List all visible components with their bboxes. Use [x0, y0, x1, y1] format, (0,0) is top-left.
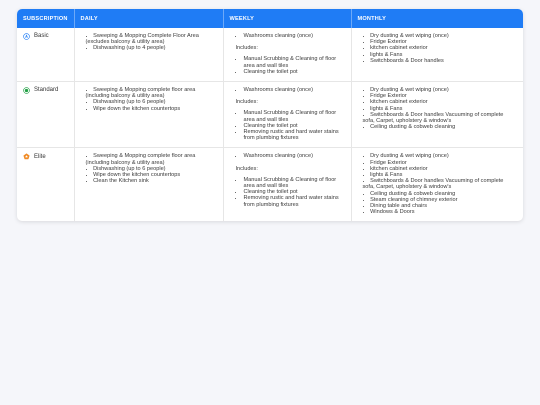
- list-item: • Sweeping & Mopping complete floor area (including balcony & utility area): [86, 87, 217, 99]
- pentagon-star-icon: [23, 153, 30, 160]
- list-item: • Steam cleaning of chimney exterior: [363, 197, 518, 203]
- list-item: • Manual Scrubbing & Cleaning of floor area and wall tiles: [244, 110, 345, 122]
- list-item: • Fridge Exterior: [363, 93, 518, 99]
- list-item: • Fridge Exterior: [363, 39, 518, 45]
- list-item: • Manual Scrubbing & Cleaning of floor area and wall tiles: [244, 56, 345, 68]
- plan-label: [23, 87, 68, 94]
- table-row-standard: [17, 82, 523, 148]
- monthly-list: [358, 33, 518, 64]
- monthly-cell: [351, 82, 523, 148]
- list-item: • Dining table and chairs: [363, 203, 518, 209]
- daily-cell: [74, 28, 223, 82]
- plan-label: [23, 153, 68, 160]
- header-monthly: MONTHLY: [351, 9, 523, 28]
- list-item: • Washrooms cleaning (once): [244, 33, 345, 39]
- weekly-includes-label: Includes:: [235, 45, 258, 52]
- weekly-list: [230, 177, 345, 208]
- list-item: • Dishwashing (up to 6 people): [86, 166, 217, 172]
- circle-a-icon: [23, 33, 30, 40]
- list-item: • Ceiling dusting & cobweb cleaning: [363, 191, 518, 197]
- list-item: • Sweeping & Mopping complete floor area (including balcony & utility area): [86, 153, 217, 165]
- header-subscription: SUBSCRIPTION: [17, 9, 74, 28]
- list-item: • kitchen cabinet exterior: [363, 99, 518, 105]
- list-item: • Dry dusting & wet wiping (once): [363, 87, 518, 93]
- subscription-table: [17, 9, 523, 221]
- weekly-list: [230, 110, 345, 141]
- list-item: • Dishwashing (up to 6 people): [86, 99, 217, 105]
- list-item: • Windows & Doors: [363, 209, 518, 215]
- subscription-table-card: [17, 9, 523, 221]
- list-item: • Ceiling dusting & cobweb cleaning: [363, 124, 518, 130]
- header-weekly: WEEKLY: [223, 9, 351, 28]
- list-item: • Switchboards & Door handles Vacuuming of complete sofa, Carpet, upholstery & window's: [363, 112, 518, 124]
- list-item: • Sweeping & Mopping Complete Floor Area (excludes balcony & utility area): [86, 33, 217, 45]
- list-item: • Manual Scrubbing & Cleaning of floor area and wall tiles: [244, 177, 345, 189]
- list-item: • lights & Fans: [363, 106, 518, 112]
- list-item: • Wipe down the kitchen countertops: [86, 172, 217, 178]
- daily-list: [81, 87, 217, 112]
- list-item: • Cleaning the toilet pot: [244, 123, 345, 129]
- header-daily: DAILY: [74, 9, 223, 28]
- plan-label: [23, 33, 68, 40]
- plan-cell: [17, 148, 74, 222]
- monthly-list: [358, 153, 518, 215]
- weekly-includes-label: Includes:: [235, 165, 258, 172]
- table-row-basic: [17, 28, 523, 82]
- weekly-cell: [223, 28, 351, 82]
- list-item: • lights & Fans: [363, 172, 518, 178]
- list-item: • Removing rustic and hard water stains from plumbing fixtures: [244, 129, 345, 141]
- list-item: • Dry dusting & wet wiping (once): [363, 33, 518, 39]
- list-item: • Washrooms cleaning (once): [244, 87, 345, 93]
- table-row-elite: [17, 148, 523, 222]
- list-item: • Cleaning the toilet pot: [244, 189, 345, 195]
- weekly-top-list: [230, 33, 345, 39]
- list-item: • Washrooms cleaning (once): [244, 153, 345, 159]
- list-item: • kitchen cabinet exterior: [363, 166, 518, 172]
- list-item: • Fridge Exterior: [363, 160, 518, 166]
- monthly-cell: [351, 148, 523, 222]
- weekly-list: [230, 56, 345, 75]
- weekly-cell: [223, 148, 351, 222]
- table-header-row: [17, 9, 523, 28]
- list-item: • Cleaning the toilet pot: [244, 69, 345, 75]
- monthly-list: [358, 87, 518, 130]
- daily-list: [81, 153, 217, 184]
- list-item: • Removing rustic and hard water stains from plumbing fixtures: [244, 195, 345, 207]
- plan-cell: [17, 82, 74, 148]
- plan-name: Elite: [34, 153, 46, 160]
- daily-cell: [74, 148, 223, 222]
- list-item: • Switchboards & Door handles Vacuuming of complete sofa, Carpet, upholstery & window's: [363, 178, 518, 190]
- list-item: • Dry dusting & wet wiping (once): [363, 153, 518, 159]
- plan-cell: [17, 28, 74, 82]
- weekly-top-list: [230, 87, 345, 93]
- circle-dot-icon: [23, 87, 30, 94]
- daily-list: [81, 33, 217, 52]
- list-item: • Wipe down the kitchen countertops: [86, 106, 217, 112]
- list-item: • Dishwashing (up to 4 people): [86, 45, 217, 51]
- list-item: • lights & Fans: [363, 52, 518, 58]
- daily-cell: [74, 82, 223, 148]
- list-item: • Switchboards & Door handles: [363, 58, 518, 64]
- monthly-cell: [351, 28, 523, 82]
- weekly-cell: [223, 82, 351, 148]
- list-item: • Clean the Kitchen sink: [86, 178, 217, 184]
- plan-name: Standard: [34, 87, 59, 94]
- plan-name: Basic: [34, 33, 49, 40]
- weekly-top-list: [230, 153, 345, 159]
- weekly-includes-label: Includes:: [235, 99, 258, 106]
- list-item: • kitchen cabinet exterior: [363, 45, 518, 51]
